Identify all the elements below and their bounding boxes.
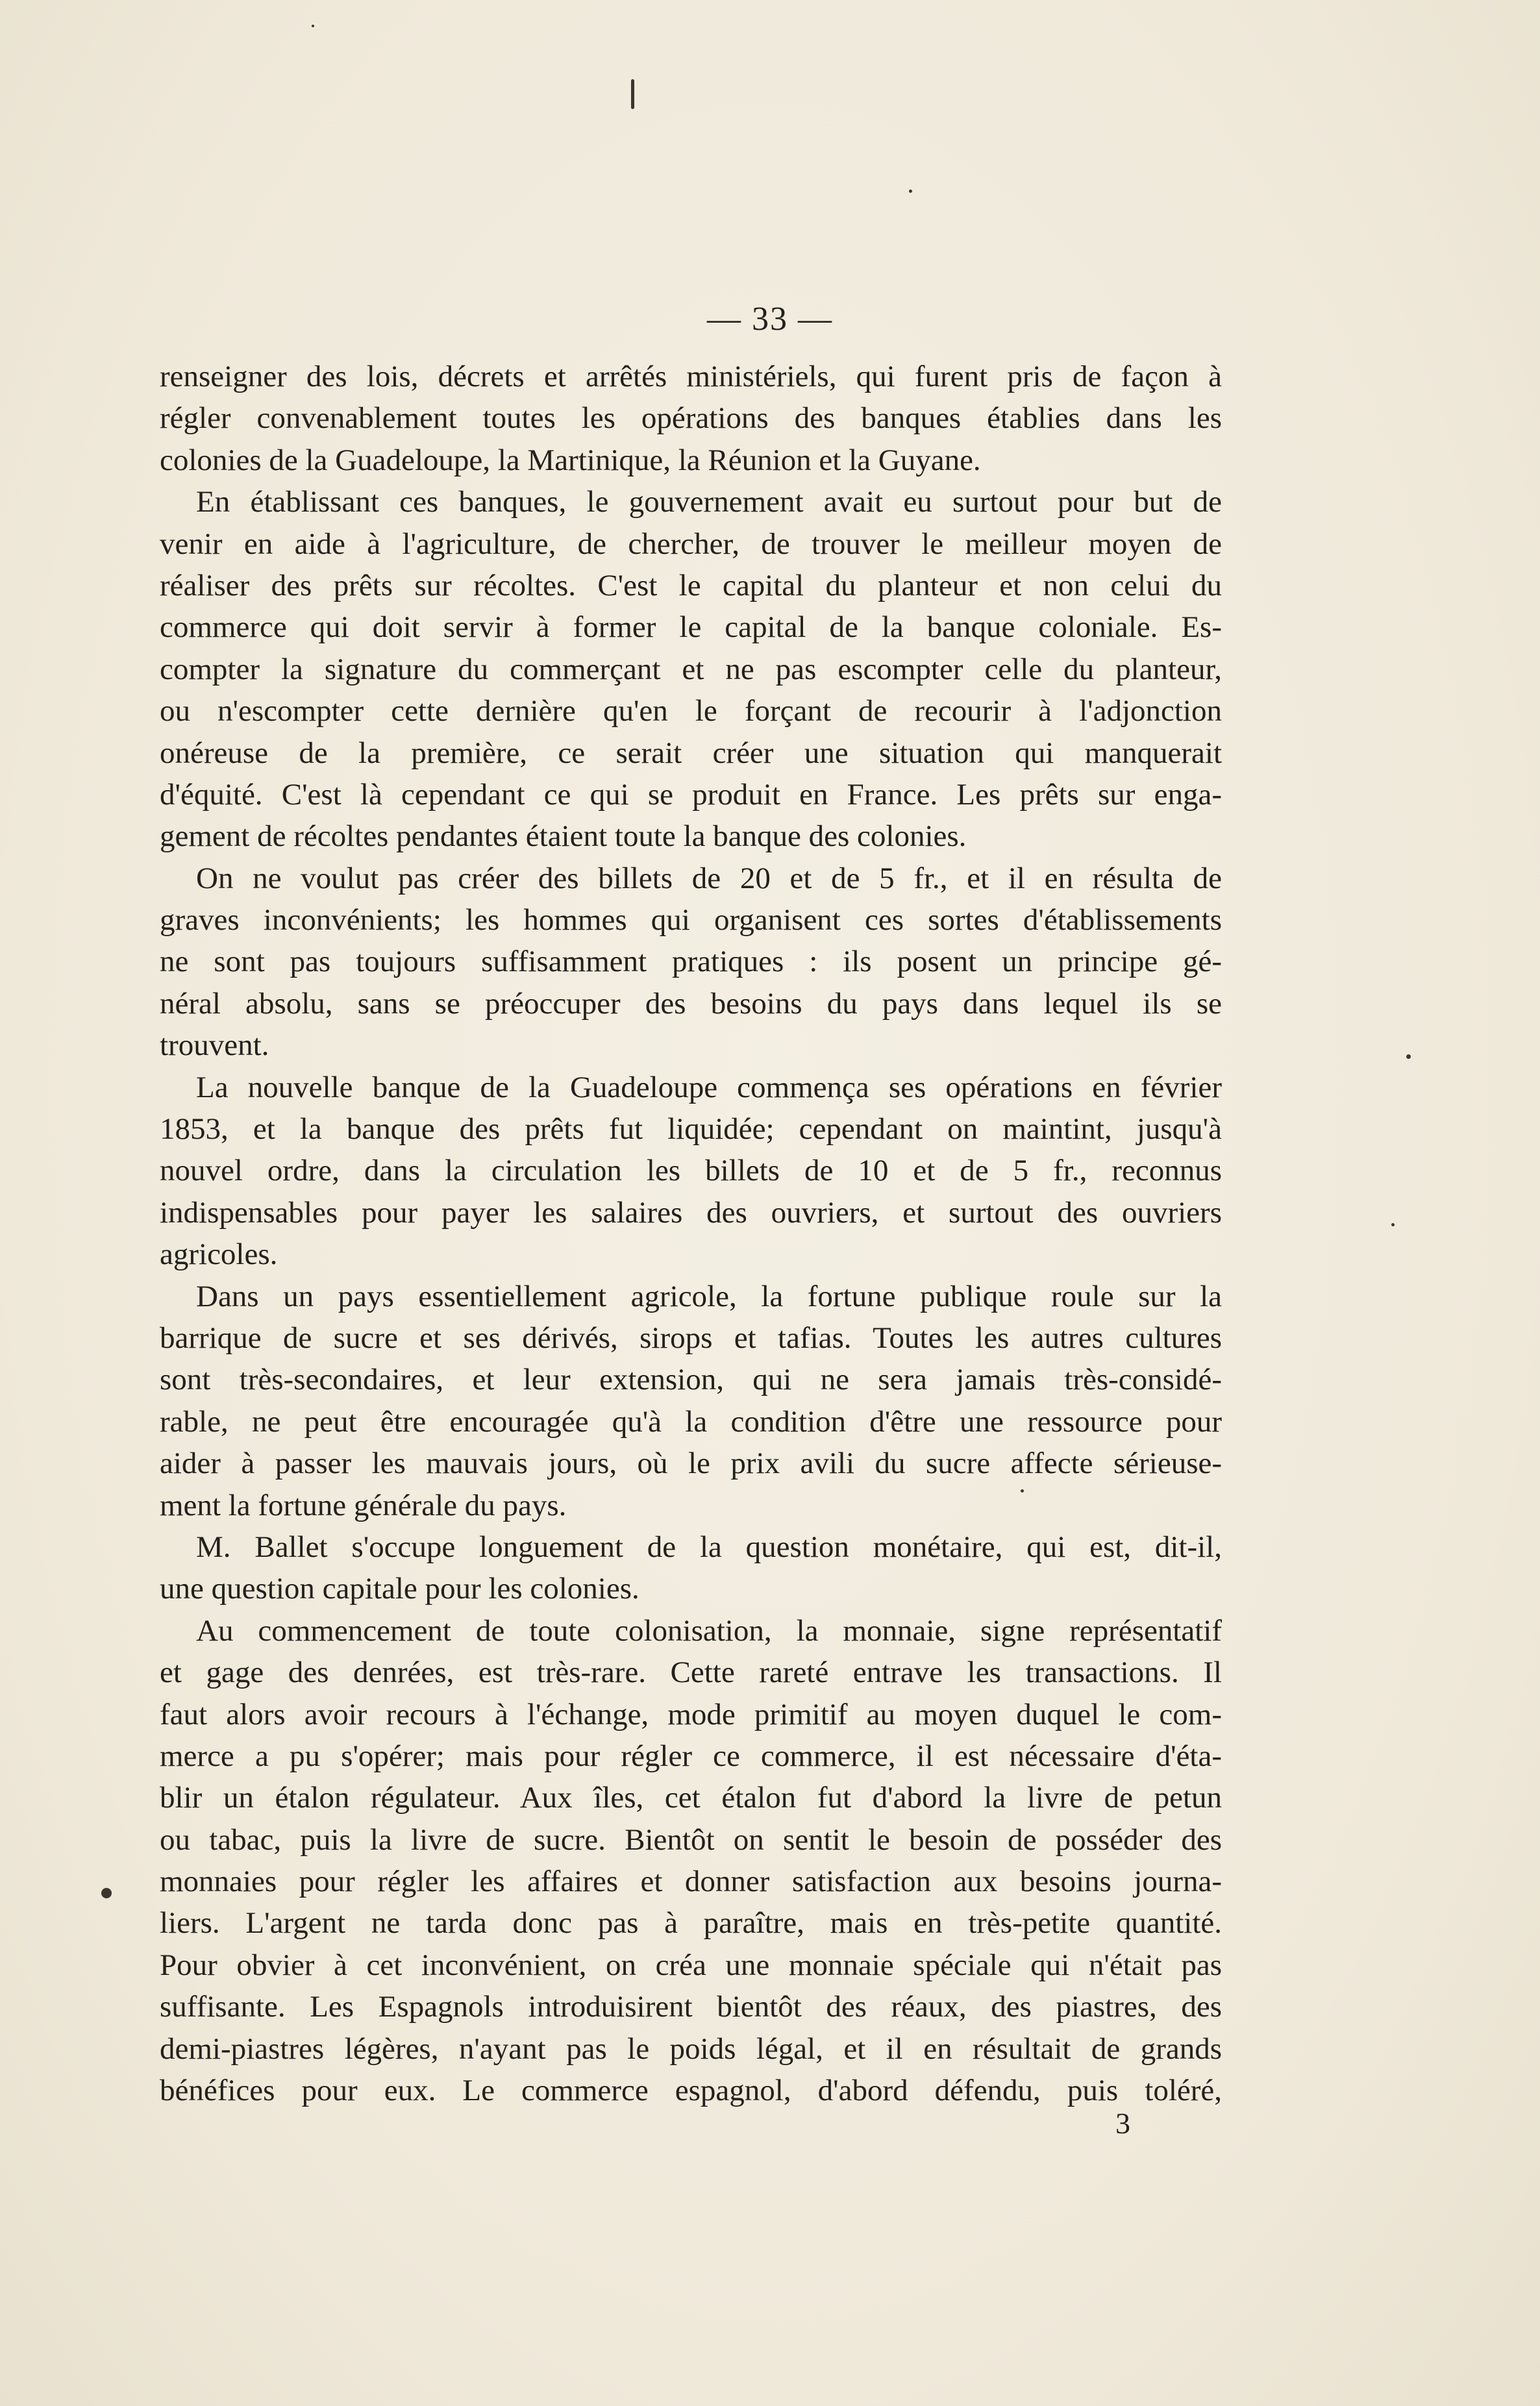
scan-speck <box>1391 1223 1395 1226</box>
text-line: faut alors avoir recours à l'échange, mode primitif au moyen duquel le com- <box>160 1697 1222 1731</box>
text-line: aider à passer les mauvais jours, où le prix avili du sucre affecte sérieuse- <box>160 1446 1222 1481</box>
text-line: M. Ballet s'occupe longuement de la question monétaire, qui est, dit-il, <box>196 1530 1222 1564</box>
text-line: sont très-secondaires, et leur extension, qui ne sera jamais très-considé- <box>160 1363 1222 1397</box>
text-line: ou tabac, puis la livre de sucre. Bientôt on sentit le besoin de posséder des <box>160 1822 1222 1857</box>
text-line: Pour obvier à cet inconvénient, on créa une monnaie spéciale qui n'était pas <box>160 1948 1222 1982</box>
paragraph <box>160 356 1222 481</box>
text-line: colonies de la Guadeloupe, la Martinique, la Réunion et la Guyane. <box>160 443 981 477</box>
body-text <box>160 356 1222 2111</box>
signature-mark: 3 <box>1115 2107 1130 2140</box>
text-line: nouvel ordre, dans la circulation les billets de 10 et de 5 fr., reconnus <box>160 1154 1222 1188</box>
scan-speck <box>909 190 912 193</box>
text-line: compter la signature du commerçant et ne pas escompter celle du planteur, <box>160 652 1222 686</box>
text-line: graves inconvénients; les hommes qui organisent ces sortes d'établissements <box>160 903 1222 937</box>
text-line: gement de récoltes pendantes étaient toute la banque des colonies. <box>160 819 967 854</box>
paragraph <box>160 1610 1222 2112</box>
text-line: barrique de sucre et ses dérivés, sirops et tafias. Toutes les autres cultures <box>160 1321 1222 1355</box>
text-line: ou n'escompter cette dernière qu'en le forçant de recourir à l'adjonction <box>160 694 1222 728</box>
paragraph <box>160 1067 1222 1276</box>
text-line: En établissant ces banques, le gouvernement avait eu surtout pour but de <box>196 485 1222 519</box>
text-line: renseigner des lois, décrets et arrêtés ministériels, qui furent pris de façon à <box>160 360 1222 393</box>
paragraph <box>160 1526 1222 1610</box>
paragraph <box>160 481 1222 858</box>
paragraph <box>160 1276 1222 1526</box>
text-line: trouvent. <box>160 1028 269 1063</box>
text-line: On ne voulut pas créer des billets de 20 et de 5 fr., et il en résulta de <box>196 861 1222 895</box>
text-line: réaliser des prêts sur récoltes. C'est le capital du planteur et non celui du <box>160 568 1222 602</box>
text-line: venir en aide à l'agriculture, de chercher, de trouver le meilleur moyen de <box>160 527 1222 561</box>
text-line: néral absolu, sans se préoccuper des besoins du pays dans lequel ils se <box>160 986 1222 1021</box>
text-line: demi-piastres légères, n'ayant pas le poids légal, et il en résultait de grands <box>160 2031 1222 2066</box>
text-line: blir un étalon régulateur. Aux îles, cet étalon fut d'abord la livre de petun <box>160 1781 1222 1815</box>
text-line: commerce qui doit servir à former le capital de la banque coloniale. Es- <box>160 610 1222 645</box>
text-line: ment la fortune générale du pays. <box>160 1488 567 1522</box>
text-line: rable, ne peut être encouragée qu'à la condition d'être une ressource pour <box>160 1404 1222 1439</box>
text-line: régler convenablement toutes les opérations des banques établies dans les <box>160 401 1222 436</box>
text-line: Au commencement de toute colonisation, la monnaie, signe représentatif <box>196 1613 1222 1648</box>
scan-speck <box>101 1888 112 1898</box>
text-line: liers. L'argent ne tarda donc pas à paraître, mais en très-petite quantité. <box>160 1906 1222 1941</box>
paragraph <box>160 858 1222 1067</box>
page-number-header: — 33 — <box>707 301 833 338</box>
scan-speck <box>1406 1054 1411 1059</box>
text-line: 1853, et la banque des prêts fut liquidée; cependant on maintint, jusqu'à <box>160 1112 1222 1147</box>
text-line: suffisante. Les Espagnols introduisirent bientôt des réaux, des piastres, des <box>160 1990 1222 2024</box>
text-line: Dans un pays essentiellement agricole, la fortune publique roule sur la <box>196 1279 1222 1313</box>
text-line: et gage des denrées, est très-rare. Cette rareté entrave les transactions. Il <box>160 1656 1222 1690</box>
text-line: une question capitale pour les colonies. <box>160 1572 640 1606</box>
text-line: onéreuse de la première, ce serait créer une situation qui manquerait <box>160 736 1222 770</box>
text-line: indispensables pour payer les salaires des ouvriers, et surtout des ouvriers <box>160 1195 1222 1230</box>
scan-speck <box>312 25 314 27</box>
text-line: ne sont pas toujours suffisamment pratiques : ils posent un principe gé- <box>160 945 1222 979</box>
text-line: La nouvelle banque de la Guadeloupe commença ses opérations en février <box>196 1070 1222 1104</box>
scan-speck <box>631 79 634 109</box>
text-line: d'équité. C'est là cependant ce qui se produit en France. Les prêts sur enga- <box>160 777 1222 812</box>
text-line: merce a pu s'opérer; mais pour régler ce commerce, il est nécessaire d'éta- <box>160 1739 1222 1773</box>
text-line: agricoles. <box>160 1237 278 1272</box>
text-line: bénéfices pour eux. Le commerce espagnol, d'abord défendu, puis toléré, <box>160 2074 1222 2108</box>
text-line: monnaies pour régler les affaires et donner satisfaction aux besoins journa- <box>160 1865 1222 1899</box>
